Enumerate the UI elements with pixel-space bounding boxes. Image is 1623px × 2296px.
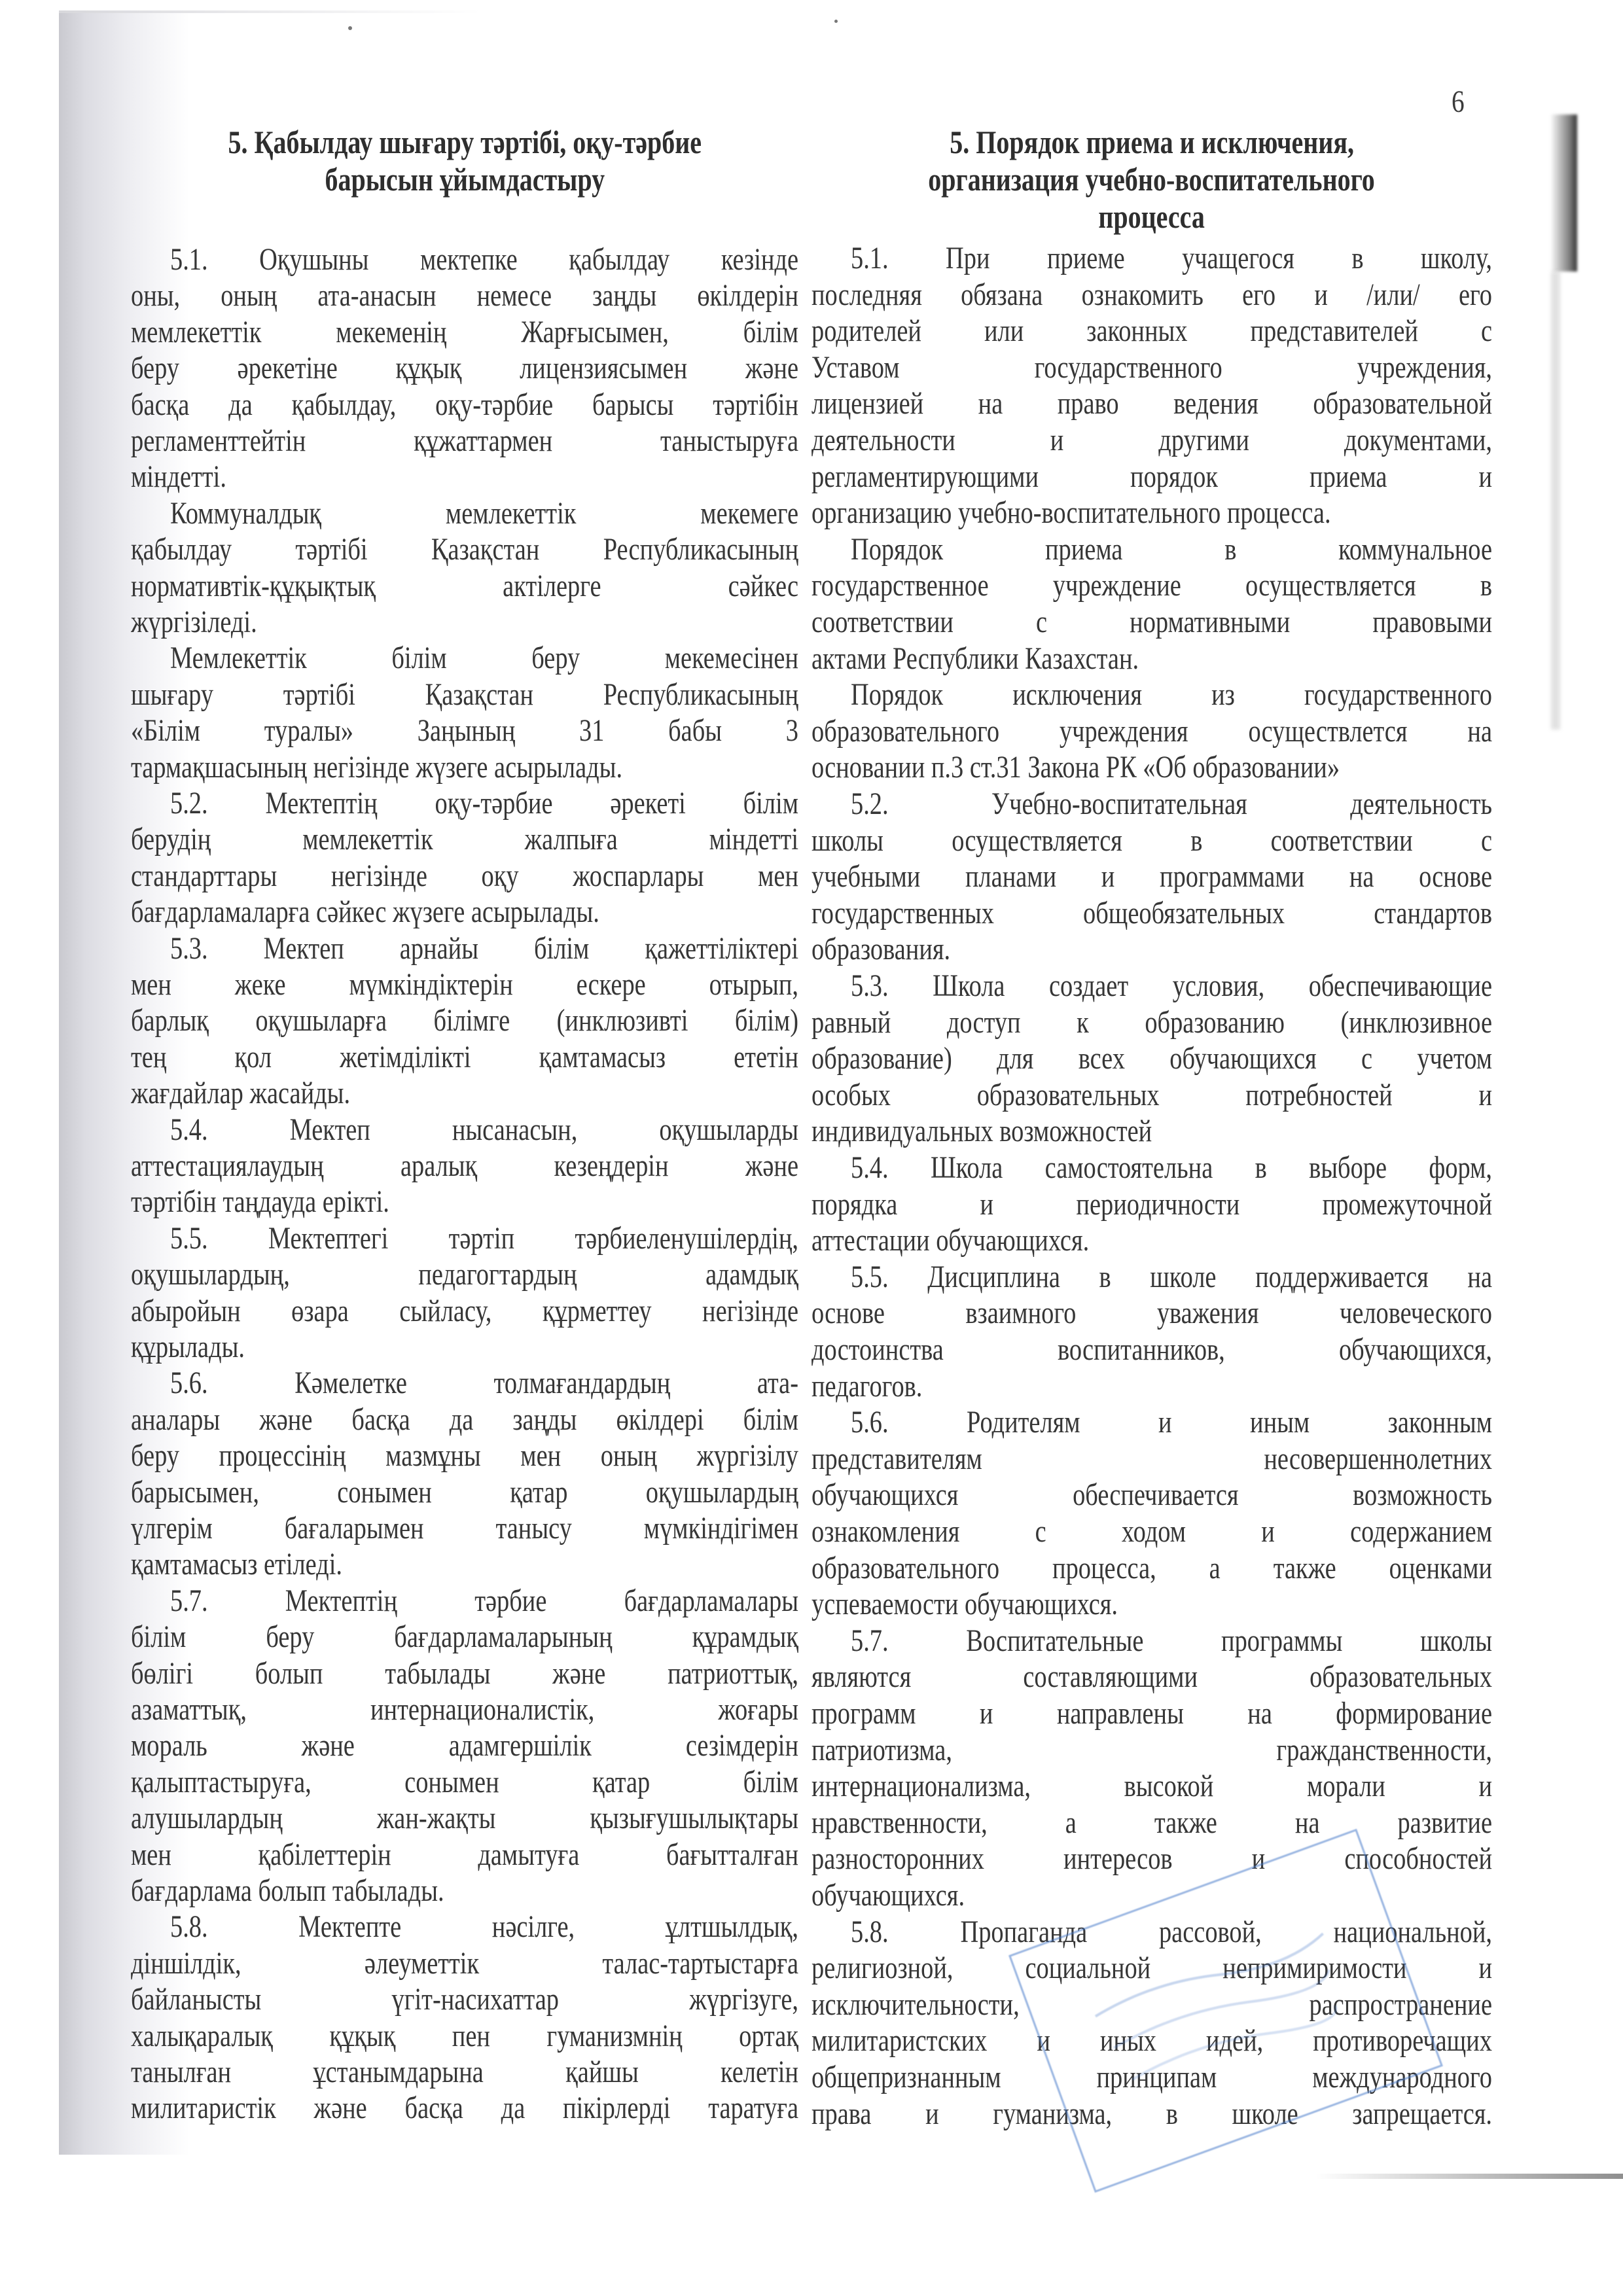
text-line: бағдарламаларға сәйкес жүзеге асырылады. <box>131 896 599 929</box>
text-line: 5.2. Учебно-воспитательная деятельность <box>851 788 1492 821</box>
text-line: педагогов. <box>812 1369 923 1403</box>
text-line: религиозной, социальной непримиримости и <box>812 1952 1492 1985</box>
text-line: обучающихся. <box>812 1879 965 1912</box>
section-heading-line: организация учебно-воспитательного <box>928 161 1376 198</box>
scan-speck <box>834 20 838 23</box>
text-line: образование) для всех обучающихся с учетом <box>812 1042 1492 1076</box>
section-heading-line: процесса <box>1098 198 1205 235</box>
text-line: порядка и периодичности промежуточной <box>812 1188 1492 1221</box>
text-line: являются составляющими образовательных <box>812 1661 1492 1694</box>
text-line: соответствии с нормативными правовыми <box>812 606 1492 639</box>
text-line: аналары және басқа да заңды өкілдері білім <box>131 1403 798 1436</box>
sheet-edge-bottom <box>1315 2174 1623 2179</box>
text-line: оны, оның ата-анасын немесе заңды өкілдерін <box>131 279 798 313</box>
text-line: 5.1. При приеме учащегося в школу, <box>851 242 1492 275</box>
text-line: 5.4. Мектеп нысанасын, оқушыларды <box>170 1113 798 1146</box>
text-line: міндетті. <box>131 461 226 494</box>
text-line: халықаралық құқық пен гуманизмнің ортақ <box>131 2019 798 2053</box>
text-line: қалыптастыруға, сонымен қатар білім <box>131 1765 798 1799</box>
text-line: тең қол жетімділікті қамтамасыз ететін <box>131 1040 798 1074</box>
text-line: байланысты үгіт-насихаттар жүргізуге, <box>131 1983 798 2017</box>
text-line: алушылардың жан-жақты қызығушылықтары <box>131 1802 798 1835</box>
text-line: қамтамасыз етіледі. <box>131 1548 342 1581</box>
text-line: абыройын өзара сыйласу, құрметтеу негізінде <box>131 1294 798 1328</box>
text-line: актами Республики Казахстан. <box>812 642 1139 675</box>
text-line: образовательного процесса, а также оценками <box>812 1551 1492 1585</box>
page-number: 6 <box>1452 84 1465 119</box>
section-heading-line: 5. Порядок приема и исключения, <box>950 124 1354 160</box>
text-line: мемлекеттік мекеменің Жарғысымен, білім <box>131 315 798 349</box>
scan-edge-mark <box>1551 115 1577 272</box>
text-line: государственное учреждение осуществляется в <box>812 569 1492 603</box>
text-line: мен жеке мүмкіндіктерін ескере отырып, <box>131 968 798 1001</box>
text-line: беру процессінің мазмұны мен оның жүргізілу <box>131 1439 798 1473</box>
text-line: 5.7. Мектептің тәрбие бағдарламалары <box>170 1584 798 1617</box>
text-line: интернационализма, высокой морали и <box>812 1770 1492 1803</box>
text-line: равный доступ к образованию (инклюзивное <box>812 1006 1492 1039</box>
text-line: аттестации обучающихся. <box>812 1224 1090 1258</box>
text-line: Порядок приема в коммунальное <box>851 533 1492 566</box>
text-line: жүргізіледі. <box>131 606 257 639</box>
text-line: 5.3. Школа создает условия, обеспечивающие <box>851 970 1492 1002</box>
text-line: 5.1. Оқушыны мектепке қабылдау кезінде <box>170 243 798 276</box>
text-line: 5.8. Пропаганда рассовой, национальной, <box>851 1915 1492 1949</box>
text-line: учебными планами и программами на основе <box>812 860 1492 894</box>
text-line: образовательного учреждения осуществлется на <box>812 715 1492 748</box>
text-line: патриотизма, гражданственности, <box>812 1733 1492 1767</box>
text-line: особых образовательных потребностей и <box>812 1078 1492 1112</box>
text-line: үлгерім бағаларымен танысу мүмкіндігімен <box>131 1512 798 1545</box>
text-line: білім беру бағдарламаларының құрамдық <box>131 1621 798 1654</box>
text-line: программ и направлены на формирование <box>812 1697 1492 1730</box>
scan-edge-mark <box>1551 272 1560 730</box>
stamp-scribble-icon <box>1074 1907 1364 2119</box>
section-heading-line: барысын ұйымдастыру <box>325 161 605 198</box>
text-line: Порядок исключения из государственного <box>851 679 1492 712</box>
text-line: нравственности, а также на развитие <box>812 1806 1492 1839</box>
text-line: бөлігі болып табылады және патриоттық, <box>131 1657 798 1690</box>
text-line: успеваемости обучающихся. <box>812 1588 1118 1621</box>
text-line: тармақшасының негізінде жүзеге асырылады. <box>131 751 623 784</box>
text-line: барлық оқушыларға білімге (инклюзивті білім) <box>131 1004 798 1038</box>
text-line: 5.6. Кәмелетке толмағандардың ата- <box>170 1367 798 1400</box>
text-line: разносторонних интересов и способностей <box>812 1843 1492 1876</box>
text-line: основе взаимного уважения человеческого <box>812 1297 1492 1330</box>
text-line: берудің мемлекеттік жалпыға міндетті <box>131 823 798 857</box>
text-line: оқушылардың, педагогтардың адамдық <box>131 1258 798 1292</box>
text-line: құрылады. <box>131 1331 245 1364</box>
sheet-edge-top <box>59 10 1466 13</box>
text-line: нормативтік-құқықтық актілерге сәйкес <box>131 569 798 603</box>
text-line: индивидуальных возможностей <box>812 1115 1152 1148</box>
text-line: основании п.3 ст.31 Закона РК «Об образовании» <box>812 751 1340 785</box>
text-line: Мемлекеттік білім беру мекемесінен <box>170 642 798 675</box>
text-line: образования. <box>812 933 951 966</box>
text-line: милитаристік және басқа да пікірлерді таратуға <box>131 2092 798 2125</box>
text-line: деятельности и другими документами, <box>812 424 1492 457</box>
text-line: 5.4. Школа самостоятельна в выборе форм, <box>851 1152 1492 1184</box>
section-heading-line: 5. Қабылдау шығару тәртібі, оқу-тәрбие <box>228 124 702 160</box>
text-line: азаматтық, интернационалистік, жоғары <box>131 1693 798 1726</box>
text-line: қабылдау тәртібі Қазақстан Республикасының <box>131 533 798 567</box>
text-line: обучающихся обеспечивается возможность <box>812 1479 1492 1512</box>
text-line: тәртібін таңдауда ерікті. <box>131 1186 389 1219</box>
text-line: басқа да қабылдау, оқу-тәрбие барысы тәртібін <box>131 388 798 421</box>
text-line: последняя обязана ознакомить его и /или/ его <box>812 278 1492 311</box>
text-line: танылған ұстанымдарына қайшы келетін <box>131 2056 798 2089</box>
text-line: общепризнанным принципам международного <box>812 2061 1492 2094</box>
stamp-faint-text <box>1074 1907 1364 2119</box>
text-line: организацию учебно-воспитательного процесса. <box>812 497 1331 530</box>
text-line: лицензией на право ведения образовательной <box>812 387 1492 421</box>
text-line: достоинства воспитанников, обучающихся, <box>812 1333 1492 1366</box>
text-line: мораль және адамгершілік сезімдерін <box>131 1729 798 1763</box>
text-line: государственных общеобязательных стандартов <box>812 896 1492 930</box>
text-line: діншілдік, әлеуметтік талас-тартыстарға <box>131 1947 798 1980</box>
text-line: беру әрекетіне құқық лицензиясымен және <box>131 352 798 385</box>
text-line: 5.5. Мектептегі тәртіп тәрбиеленушілердің, <box>170 1222 798 1255</box>
text-line: «Білім туралы» Заңының 31 бабы 3 <box>131 715 798 748</box>
text-line: аттестациялаудың аралық кезеңдерін және <box>131 1150 798 1182</box>
scan-speck <box>348 26 352 30</box>
text-line: 5.8. Мектепте нәсілге, ұлтшылдық, <box>170 1911 798 1944</box>
text-line: 5.6. Родителям и иным законным <box>851 1406 1492 1439</box>
text-line: Коммуналдық мемлекеттік мекемеге <box>170 497 798 530</box>
text-line: регламентирующими порядок приема и <box>812 460 1492 493</box>
text-line: исключительности, распространение <box>812 1988 1492 2021</box>
text-line: 5.7. Воспитательные программы школы <box>851 1624 1492 1657</box>
text-line: шығару тәртібі Қазақстан Республикасының <box>131 678 798 711</box>
text-line: стандарттары негізінде оқу жоспарлары мен <box>131 859 798 892</box>
text-line: родителей или законных представителей с <box>812 315 1492 348</box>
text-line: представителям несовершеннолетних <box>812 1442 1492 1475</box>
text-line: мен қабілеттерін дамытуға бағытталған <box>131 1838 798 1871</box>
text-line: 5.3. Мектеп арнайы білім қажеттіліктері <box>170 932 798 965</box>
text-line: права и гуманизма, в школе запрещается. <box>812 2097 1492 2130</box>
text-line: жағдайлар жасайды. <box>131 1077 351 1110</box>
text-line: 5.5. Дисциплина в школе поддерживается на <box>851 1260 1492 1294</box>
text-line: регламенттейтін құжаттармен таныстыруға <box>131 425 798 457</box>
text-line: школы осуществляется в соответствии с <box>812 824 1492 857</box>
text-line: ознакомления с ходом и содержанием <box>812 1515 1492 1548</box>
text-line: Уставом государственного учреждения, <box>812 351 1492 384</box>
text-line: 5.2. Мектептің оқу-тәрбие әрекеті білім <box>170 787 798 820</box>
text-line: милитаристских и иных идей, противоречащих <box>812 2024 1492 2058</box>
text-line: бағдарлама болып табылады. <box>131 1875 444 1907</box>
text-line: барысымен, сонымен қатар оқушылардың <box>131 1475 798 1509</box>
